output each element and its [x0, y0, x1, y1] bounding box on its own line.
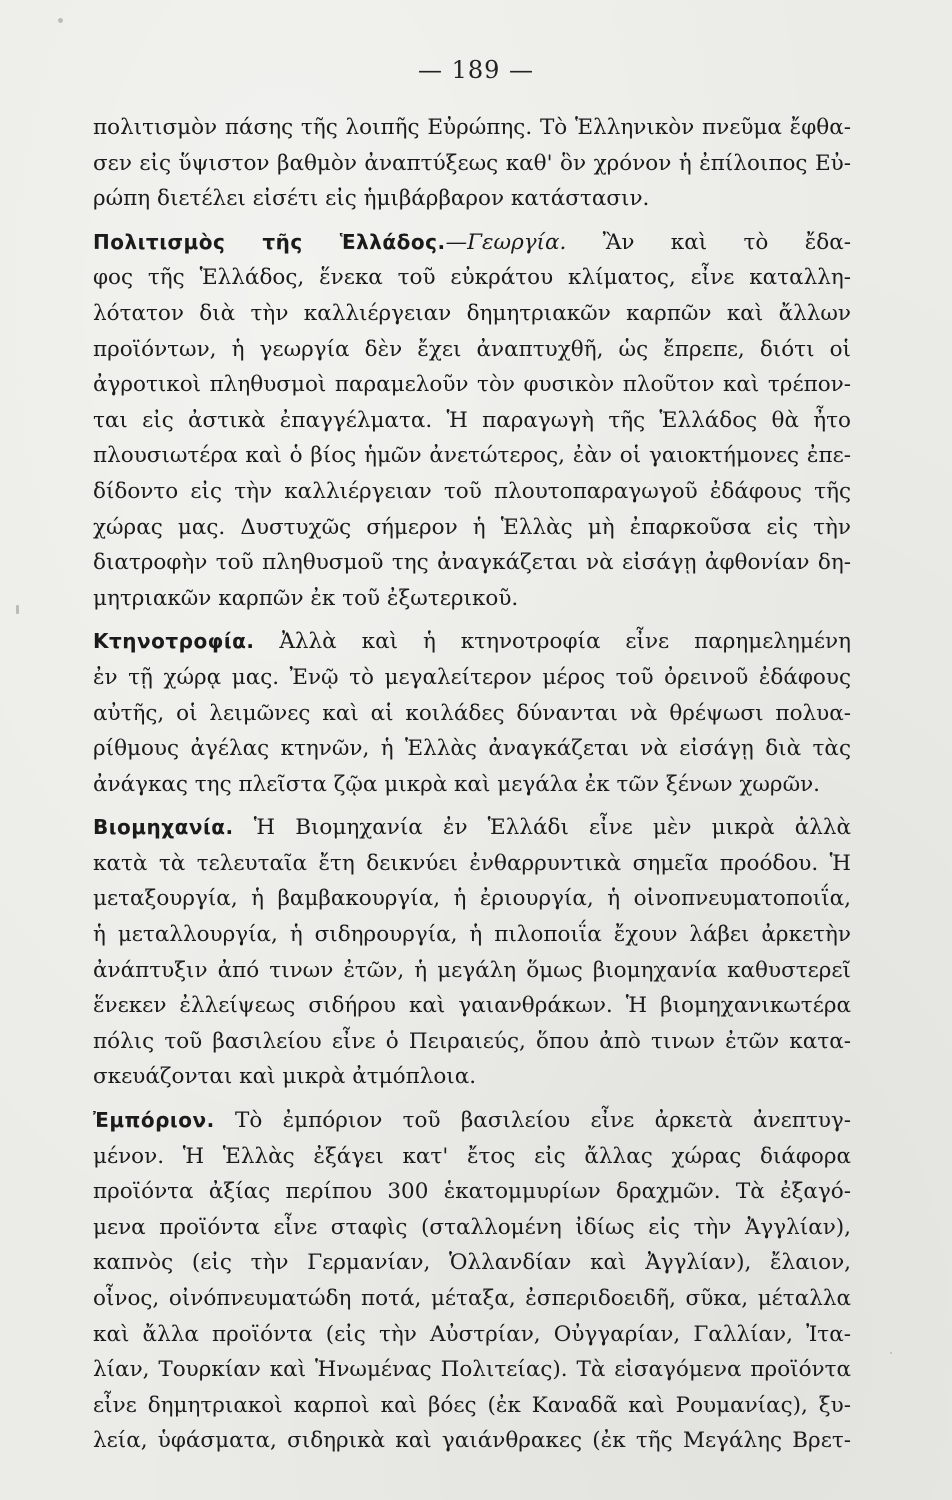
paper-speck	[16, 605, 19, 614]
text-line: πόλις τοῦ βασιλείου εἶνε ὁ Πειραιεύς, ὅπου ἀπὸ τινων ἐτῶν κατα-	[93, 1028, 851, 1054]
paper-speck	[58, 18, 63, 23]
section-heading: Κτηνοτροφία.	[93, 629, 255, 654]
paper-speck	[890, 1352, 892, 1354]
text-line: μένον. Ἡ Ἑλλὰς ἐξάγει κατ' ἔτος εἰς ἄλλας χώρας διάφορα	[93, 1143, 851, 1169]
text-line: μενα προϊόντα εἶνε σταφὶς (σταλλομένη ἰδίως εἰς τὴν Ἀγγλίαν),	[93, 1214, 851, 1240]
text-line: μητριακῶν καρπῶν ἐκ τοῦ ἐξωτερικοῦ.	[93, 585, 519, 611]
text-line: προϊόντα ἀξίας περίπου 300 ἑκατομμυρίων δραχμῶν. Τὰ ἐξαγό-	[93, 1179, 851, 1205]
text-line: ἀγροτικοὶ πληθυσμοὶ παραμελοῦν τὸν φυσικὸν πλοῦτον καὶ τρέπον-	[93, 372, 851, 398]
text-line: ἀνάγκας της πλεῖστα ζῷα μικρὰ καὶ μεγάλα ἐκ τῶν ξένων χωρῶν.	[93, 771, 821, 797]
body-text	[93, 110, 851, 1461]
text-line: εἶνε δημητριακοὶ καρποὶ καὶ βόες (ἐκ Καναδᾶ καὶ Ρουμανίας), ξυ-	[93, 1392, 851, 1418]
paragraph-commerce	[93, 1103, 851, 1459]
text-line: σεν εἰς ὕψιστον βαθμὸν ἀναπτύξεως καθ' ὃν χρόνον ἡ ἐπίλοιπος Εὐ-	[93, 150, 851, 176]
text-line: ρώπη διετέλει εἰσέτι εἰς ἡμιβάρβαρον κατάστασιν.	[93, 186, 650, 212]
text-line: ἀνάπτυξιν ἀπό τινων ἐτῶν, ἡ μεγάλη ὅμως βιομηχανία καθυστερεῖ	[93, 957, 851, 983]
text-line: κατὰ τὰ τελευταῖα ἔτη δεικνύει ἐνθαρρυντικὰ σημεῖα προόδου. Ἡ	[93, 850, 851, 876]
text-line	[93, 1103, 851, 1139]
text-line: φος τῆς Ἑλλάδος, ἕνεκα τοῦ εὐκράτου κλίματος, εἶνε καταλλη-	[93, 265, 851, 291]
text-line: δίδοντο εἰς τὴν καλλιέργειαν τοῦ πλουτοπαραγωγοῦ ἐδάφους τῆς	[93, 478, 851, 504]
paragraph-livestock	[93, 624, 851, 802]
text-line: αὐτῆς, οἱ λειμῶνες καὶ αἱ κοιλάδες δύνανται νὰ θρέψωσι πολυα-	[93, 700, 851, 726]
text-line: ται εἰς ἀστικὰ ἐπαγγέλματα. Ἡ παραγωγὴ τῆς Ἑλλάδος θὰ ἦτο	[93, 407, 851, 433]
text-line	[93, 225, 851, 261]
text-fragment: Ἡ Βιομηχανία ἐν Ἑλλάδι εἶνε μὲν μικρὰ ἀλλὰ	[233, 815, 851, 841]
text-fragment: Ἀλλὰ καὶ ἡ κτηνοτροφία εἶνε παρημελημένη	[254, 629, 851, 655]
text-line: λεία, ὑφάσματα, σιδηρικὰ καὶ γαιάνθρακες (ἐκ τῆς Μεγάλης Βρετ-	[93, 1428, 851, 1454]
text-line	[93, 810, 851, 846]
text-fragment: Τὸ ἐμπόριον τοῦ βασιλείου εἶνε ἀρκετὰ ἀνεπτυγ-	[214, 1108, 851, 1134]
text-fragment: Ἂν καὶ τὸ ἔδα-	[566, 229, 851, 255]
text-line: οἶνος, οἰνόπνευματώδη ποτά, μέταξα, ἐσπεριδοειδῆ, σῦκα, μέταλλα	[93, 1286, 851, 1311]
text-line: λίαν, Τουρκίαν καὶ Ἡνωμένας Πολιτείας). Τὰ εἰσαγόμενα προϊόντα	[93, 1357, 851, 1383]
text-line: λότατον διὰ τὴν καλλιέργειαν δημητριακῶν καρπῶν καὶ ἄλλων	[93, 300, 851, 326]
section-subheading: —Γεωργία.	[445, 229, 567, 255]
text-line: καπνὸς (εἰς τὴν Γερμανίαν, Ὁλλανδίαν καὶ Ἀγγλίαν), ἔλαιον,	[93, 1250, 851, 1276]
text-line: σκευάζονται καὶ μικρὰ ἀτμόπλοια.	[93, 1064, 477, 1090]
text-line: ἐν τῇ χώρᾳ μας. Ἐνῷ τὸ μεγαλείτερον μέρος τοῦ ὀρεινοῦ ἐδάφους	[93, 664, 851, 690]
page-number: — 189 —	[417, 56, 535, 84]
text-line: χώρας μας. Δυστυχῶς σήμερον ἡ Ἑλλὰς μὴ ἐπαρκοῦσα εἰς τὴν	[93, 514, 851, 540]
section-heading: Βιομηχανία.	[93, 815, 234, 840]
text-line: πλουσιωτέρα καὶ ὁ βίος ἡμῶν ἀνετώτερος, ἐὰν οἱ γαιοκτήμονες ἐπε-	[93, 443, 851, 469]
paragraph-intro	[93, 110, 851, 217]
text-line	[93, 624, 851, 660]
text-line: ρίθμους ἀγέλας κτηνῶν, ἡ Ἑλλὰς ἀναγκάζεται νὰ εἰσάγῃ διὰ τὰς	[93, 736, 851, 762]
text-line: ἡ μεταλλουργία, ἡ σιδηρουργία, ἡ πιλοποιΐα ἔχουν λάβει ἀρκετὴν	[93, 922, 851, 948]
paragraph-industry	[93, 810, 851, 1095]
text-line: προϊόντων, ἡ γεωργία δὲν ἔχει ἀναπτυχθῆ, ὡς ἔπρεπε, διότι οἱ	[93, 336, 851, 362]
section-heading: Πολιτισμὸς τῆς Ἑλλάδος.	[93, 229, 446, 254]
text-line: πολιτισμὸν πάσης τῆς λοιπῆς Εὐρώπης. Τὸ Ἑλληνικὸν πνεῦμα ἔφθα-	[93, 115, 851, 140]
text-line: μεταξουργία, ἡ βαμβακουργία, ἡ ἐριουργία, ἡ οἰνοπνευματοποιΐα,	[93, 886, 851, 912]
text-line: ἕνεκεν ἐλλείψεως σιδήρου καὶ γαιανθράκων. Ἡ βιομηχανικωτέρα	[93, 993, 851, 1019]
paragraph-agriculture	[93, 225, 851, 617]
text-line: καὶ ἄλλα προϊόντα (εἰς τὴν Αὐστρίαν, Οὐγγαρίαν, Γαλλίαν, Ἰτα-	[93, 1321, 851, 1347]
text-line: διατροφὴν τοῦ πληθυσμοῦ της ἀναγκάζεται νὰ εἰσάγῃ ἀφθονίαν δη-	[93, 550, 851, 576]
section-heading: Ἐμπόριον.	[93, 1108, 215, 1133]
